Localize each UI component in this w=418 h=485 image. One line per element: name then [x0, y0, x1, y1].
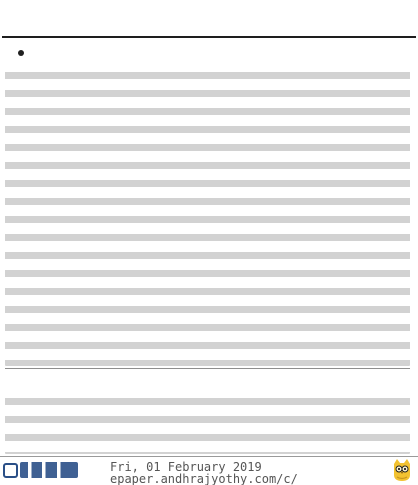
section-heading: [5, 368, 410, 392]
publication-date: Fri, 01 February 2019: [110, 460, 262, 474]
footer-divider: [0, 456, 418, 457]
article-subhead: [18, 42, 338, 64]
bullet-icon: [18, 50, 24, 56]
article-body-first: [5, 66, 410, 366]
andhrajyothy-logo-mark: [20, 462, 78, 478]
article-body-second: [5, 392, 410, 454]
publication-url[interactable]: epaper.andhrajyothy.com/c/: [110, 472, 298, 485]
article-body-text: [5, 66, 410, 366]
article-headline: [2, 6, 416, 38]
article-body-text-2: [5, 392, 410, 454]
owl-icon: [391, 458, 413, 482]
andhrajyothy-logo: [3, 458, 95, 482]
andhrajyothy-logo-icon: [3, 463, 18, 478]
